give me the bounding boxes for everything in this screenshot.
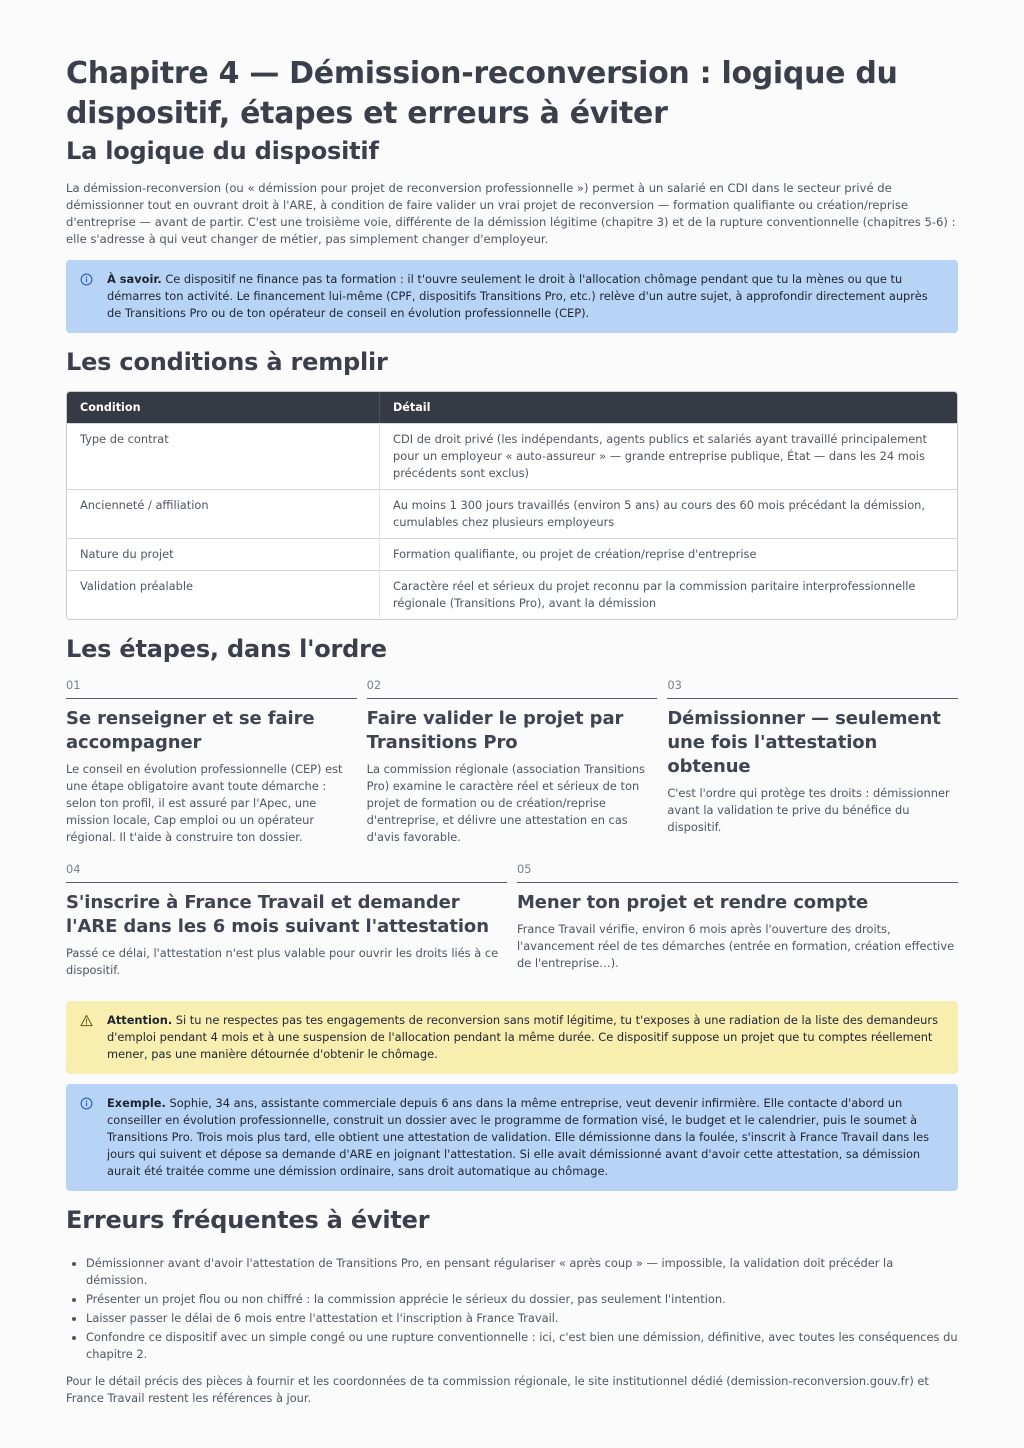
step-card <box>517 862 958 979</box>
info-callout-a-savoir <box>66 260 958 333</box>
step-number: 05 <box>517 862 958 883</box>
callout-body <box>107 1095 944 1180</box>
callout-body <box>107 271 944 322</box>
callout-text: Sophie, 34 ans, assistante commerciale depuis 6 ans dans la même entreprise, veut devenir infirmière. Elle contacte d'abord un conseiller en évolution professionnelle, construit un dossier avec le programme de formation visé, le budget et le calendrier, puis le soumet à Transitions Pro. Trois mois plus tard, elle obtient une attestation de validation. Elle démissionne dans la foulée, s'inscrit à France Travail dans les jours qui suivent et dépose sa demande d'ARE en joignant l'attestation. Si elle avait démissionné avant d'avoir cette attestation, sa démission aurait été traitée comme une démission ordinaire, sans droit automatique au chômage. <box>107 1096 930 1178</box>
step-description: La commission régionale (association Transitions Pro) examine le caractère réel et sérieux de ton projet de formation ou de création/reprise d'entreprise, et délivre une attestation en cas d'avis favorable. <box>366 762 645 844</box>
info-callout-exemple <box>66 1084 958 1191</box>
warning-triangle-icon <box>80 1014 93 1027</box>
callout-label: À savoir. <box>107 272 162 286</box>
table-row <box>67 489 957 538</box>
step-title: Se renseigner et se faire accompagner <box>66 708 315 753</box>
step-card <box>66 678 357 846</box>
step-title: S'inscrire à France Travail et demander l'ARE dans les 6 mois suivant l'attestation <box>66 892 489 937</box>
section-heading-erreurs: Erreurs fréquentes à éviter <box>66 1206 430 1234</box>
table-header-condition: Condition <box>67 392 379 423</box>
step-number: 03 <box>667 678 958 699</box>
step-description: C'est l'ordre qui protège tes droits : démissionner avant la validation te prive du bénéfice du dispositif. <box>667 786 950 834</box>
list-item: • Démissionner avant d'avoir l'attestation de Transitions Pro, en pensant régulariser « après coup » — impossible, la validation doit précéder la démission. <box>86 1255 958 1289</box>
intro-paragraph: La démission-reconversion (ou « démission pour projet de reconversion professionnelle ») permet à un salarié en CDI dans le secteur privé de démissionner tout en ouvrant droit à l'ARE, à condition de faire valider un vrai projet de reconversion — formation qualifiante ou création/reprise d'entreprise — avant de partir. C'est une troisième voie, différente de la démission légitime (chapitre 3) et de la rupture conventionnelle (chapitres 5-6) : elle s'adresse à qui veut changer de métier, pas simplement changer d'employeur. <box>66 181 956 246</box>
conditions-table <box>66 391 958 620</box>
step-title: Faire valider le projet par Transitions Pro <box>366 708 624 753</box>
step-description: Passé ce délai, l'attestation n'est plus valable pour ouvrir les droits liés à ce dispositif. <box>66 946 499 977</box>
table-header-row <box>67 392 957 423</box>
list-item: • Confondre ce dispositif avec un simple congé ou une rupture conventionnelle : ici, c'est bien une démission, définitive, avec toutes les conséquences du chapitre 2. <box>86 1329 958 1363</box>
table-cell-detail: Formation qualifiante, ou projet de création/reprise d'entreprise <box>379 538 957 570</box>
callout-body <box>107 1012 944 1063</box>
step-description: France Travail vérifie, environ 6 mois après l'ouverture des droits, l'avancement réel de tes démarches (entrée en formation, création effective de l'entreprise…). <box>517 922 955 970</box>
table-cell-detail: Caractère réel et sérieux du projet reconnu par la commission paritaire interprofessionnelle régionale (Transitions Pro), avant la démission <box>379 570 957 619</box>
step-title: Démissionner — seulement une fois l'attestation obtenue <box>667 708 941 777</box>
table-cell-condition: Nature du projet <box>67 538 379 570</box>
step-title: Mener ton projet et rendre compte <box>517 892 869 913</box>
warning-callout-attention <box>66 1001 958 1074</box>
step-card <box>667 678 958 846</box>
step-number: 01 <box>66 678 357 699</box>
table-header-detail: Détail <box>379 392 957 423</box>
table-cell-detail: Au moins 1 300 jours travaillés (environ 5 ans) au cours des 60 mois précédant la démission, cumulables chez plusieurs employeurs <box>379 489 957 538</box>
info-circle-icon <box>80 1097 93 1110</box>
callout-label: Attention. <box>107 1013 173 1027</box>
table-row <box>67 423 957 489</box>
steps-row-2 <box>66 862 958 979</box>
callout-text: Si tu ne respectes pas tes engagements de reconversion sans motif légitime, tu t'exposes à une radiation de la liste des demandeurs d'emploi pendant 4 mois et à une suspension de l'allocation pendant la même durée. Ce dispositif suppose un projet que tu comptes réellement mener, pas une manière détournée d'obtenir le chômage. <box>107 1013 938 1061</box>
steps-row-1 <box>66 678 958 846</box>
table-row <box>67 538 957 570</box>
step-card <box>66 862 507 979</box>
callout-label: Exemple. <box>107 1096 166 1110</box>
step-number: 02 <box>367 678 658 699</box>
table-row <box>67 570 957 619</box>
section-heading-etapes: Les étapes, dans l'ordre <box>66 635 387 663</box>
list-item: • Présenter un projet flou ou non chiffré : la commission apprécie le sérieux du dossier, pas seulement l'intention. <box>86 1291 958 1308</box>
step-description: Le conseil en évolution professionnelle (CEP) est une étape obligatoire avant toute démarche : selon ton profil, il est assuré par l'Apec, une mission locale, Cap emploi ou un opérateur régional. Il t'aide à construire ton dossier. <box>66 762 343 844</box>
page-title: Chapitre 4 — Démission-reconversion : logique du dispositif, étapes et erreurs à éviter <box>66 56 898 131</box>
closing-paragraph: Pour le détail précis des pièces à fournir et les coordonnées de ta commission régionale, le site institutionnel dédié (demission-reconversion.gouv.fr) et France Travail restent les références à jour. <box>66 1374 929 1405</box>
callout-text: Ce dispositif ne finance pas ta formation : il t'ouvre seulement le droit à l'allocation chômage pendant que tu la mènes ou que tu démarres ton activité. Le financement lui-même (CPF, dispositifs Transitions Pro, etc.) relève d'un autre sujet, à approfondir directement auprès de Transitions Pro ou de ton opérateur de conseil en évolution professionnelle (CEP). <box>107 272 928 320</box>
table-cell-condition: Ancienneté / affiliation <box>67 489 379 538</box>
list-item: • Laisser passer le délai de 6 mois entre l'attestation et l'inscription à France Travail. <box>86 1310 958 1327</box>
table-cell-condition: Type de contrat <box>67 423 379 489</box>
section-heading-conditions: Les conditions à remplir <box>66 348 388 376</box>
step-number: 04 <box>66 862 507 883</box>
info-circle-icon <box>80 273 93 286</box>
errors-list <box>66 1255 958 1363</box>
table-cell-detail: CDI de droit privé (les indépendants, agents publics et salariés ayant travaillé principalement pour un employeur « auto-assureur » — grande entreprise publique, État — dans les 24 mois précédents sont exclus) <box>379 423 957 489</box>
table-cell-condition: Validation préalable <box>67 570 379 619</box>
step-card <box>367 678 658 846</box>
section-heading-logique: La logique du dispositif <box>66 137 379 165</box>
